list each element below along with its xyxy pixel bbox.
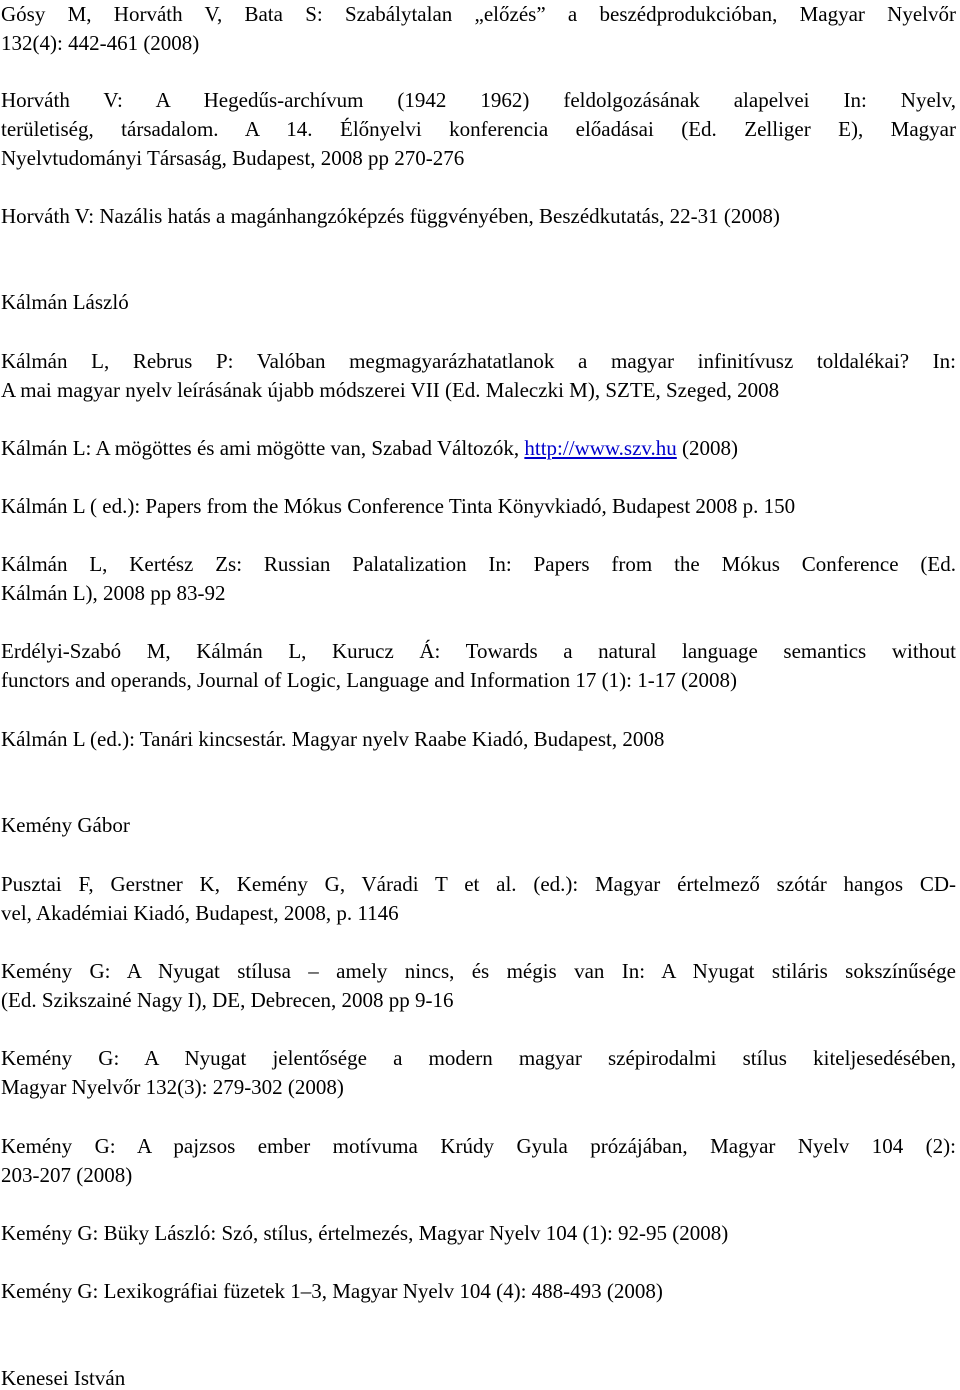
reference-line: Kálmán L ( ed.): Papers from the Mókus Conference Tinta Könyvkiadó, Budapest 2008 p. 150 bbox=[1, 494, 796, 518]
reference-line: Kálmán L), 2008 pp 83-92 bbox=[1, 581, 226, 605]
reference-line: Horváth V: Nazális hatás a magánhangzóképzés függvényében, Beszédkutatás, 22-31 (2008) bbox=[1, 204, 780, 228]
reference-line: 132(4): 442-461 (2008) bbox=[1, 31, 200, 55]
reference-line: Kemény G: A Nyugat jelentősége a modern magyar szépirodalmi stílus kiteljesedésében, bbox=[1, 1046, 956, 1070]
section-heading: Kálmán László bbox=[1, 290, 129, 314]
section-heading: Kemény Gábor bbox=[1, 813, 130, 837]
reference-line: Magyar Nyelvőr 132(3): 279-302 (2008) bbox=[1, 1075, 344, 1099]
reference-text: (2008) bbox=[676, 436, 739, 460]
reference-line: (Ed. Szikszainé Nagy I), DE, Debrecen, 2008 pp 9-16 bbox=[1, 988, 454, 1012]
reference-line: Kemény G: A Nyugat stílusa – amely nincs, és mégis van In: A Nyugat stiláris sokszínűsége bbox=[1, 959, 956, 983]
reference-line: Kálmán L (ed.): Tanári kincsestár. Magyar nyelv Raabe Kiadó, Budapest, 2008 bbox=[1, 727, 665, 751]
reference-line: területiség, társadalom. A 14. Élőnyelvi konferencia előadásai (Ed. Zelliger E), Magyar bbox=[1, 117, 956, 141]
reference-line: functors and operands, Journal of Logic, Language and Information 17 (1): 1-17 (2008) bbox=[1, 668, 737, 692]
reference-line: Gósy M, Horváth V, Bata S: Szabálytalan „előzés” a beszédprodukcióban, Magyar Nyelvőr bbox=[1, 2, 956, 26]
reference-text: Kálmán L: A mögöttes és ami mögötte van, Szabad Változók, bbox=[1, 436, 525, 460]
url-link[interactable]: http://www.szv.hu bbox=[524, 436, 677, 460]
reference-line: Kálmán L, Kertész Zs: Russian Palatalization In: Papers from the Mókus Conference (Ed. bbox=[1, 552, 956, 576]
reference-line: Kálmán L, Rebrus P: Valóban megmagyarázhatatlanok a magyar infinitívusz toldalékai? In: bbox=[1, 349, 956, 373]
reference-line: Kemény G: Lexikográfiai füzetek 1–3, Magyar Nyelv 104 (4): 488-493 (2008) bbox=[1, 1279, 663, 1303]
reference-line-with-link bbox=[1, 436, 738, 460]
reference-line: Horváth V: A Hegedűs-archívum (1942 1962) feldolgozásának alapelvei In: Nyelv, bbox=[1, 88, 956, 112]
reference-line: Nyelvtudományi Társaság, Budapest, 2008 pp 270-276 bbox=[1, 146, 465, 170]
reference-line: vel, Akadémiai Kiadó, Budapest, 2008, p. 1146 bbox=[1, 901, 399, 925]
section-heading: Kenesei István bbox=[1, 1366, 126, 1390]
reference-line: 203-207 (2008) bbox=[1, 1163, 133, 1187]
reference-line: Kemény G: A pajzsos ember motívuma Krúdy Gyula prózájában, Magyar Nyelv 104 (2): bbox=[1, 1134, 956, 1158]
reference-line: Pusztai F, Gerstner K, Kemény G, Váradi T et al. (ed.): Magyar értelmező szótár hangos CD- bbox=[1, 872, 956, 896]
reference-line: A mai magyar nyelv leírásának újabb módszerei VII (Ed. Maleczki M), SZTE, Szeged, 2008 bbox=[1, 378, 780, 402]
reference-line: Erdélyi-Szabó M, Kálmán L, Kurucz Á: Towards a natural language semantics without bbox=[1, 639, 956, 663]
reference-line: Kemény G: Büky László: Szó, stílus, értelmezés, Magyar Nyelv 104 (1): 92-95 (2008) bbox=[1, 1221, 729, 1245]
